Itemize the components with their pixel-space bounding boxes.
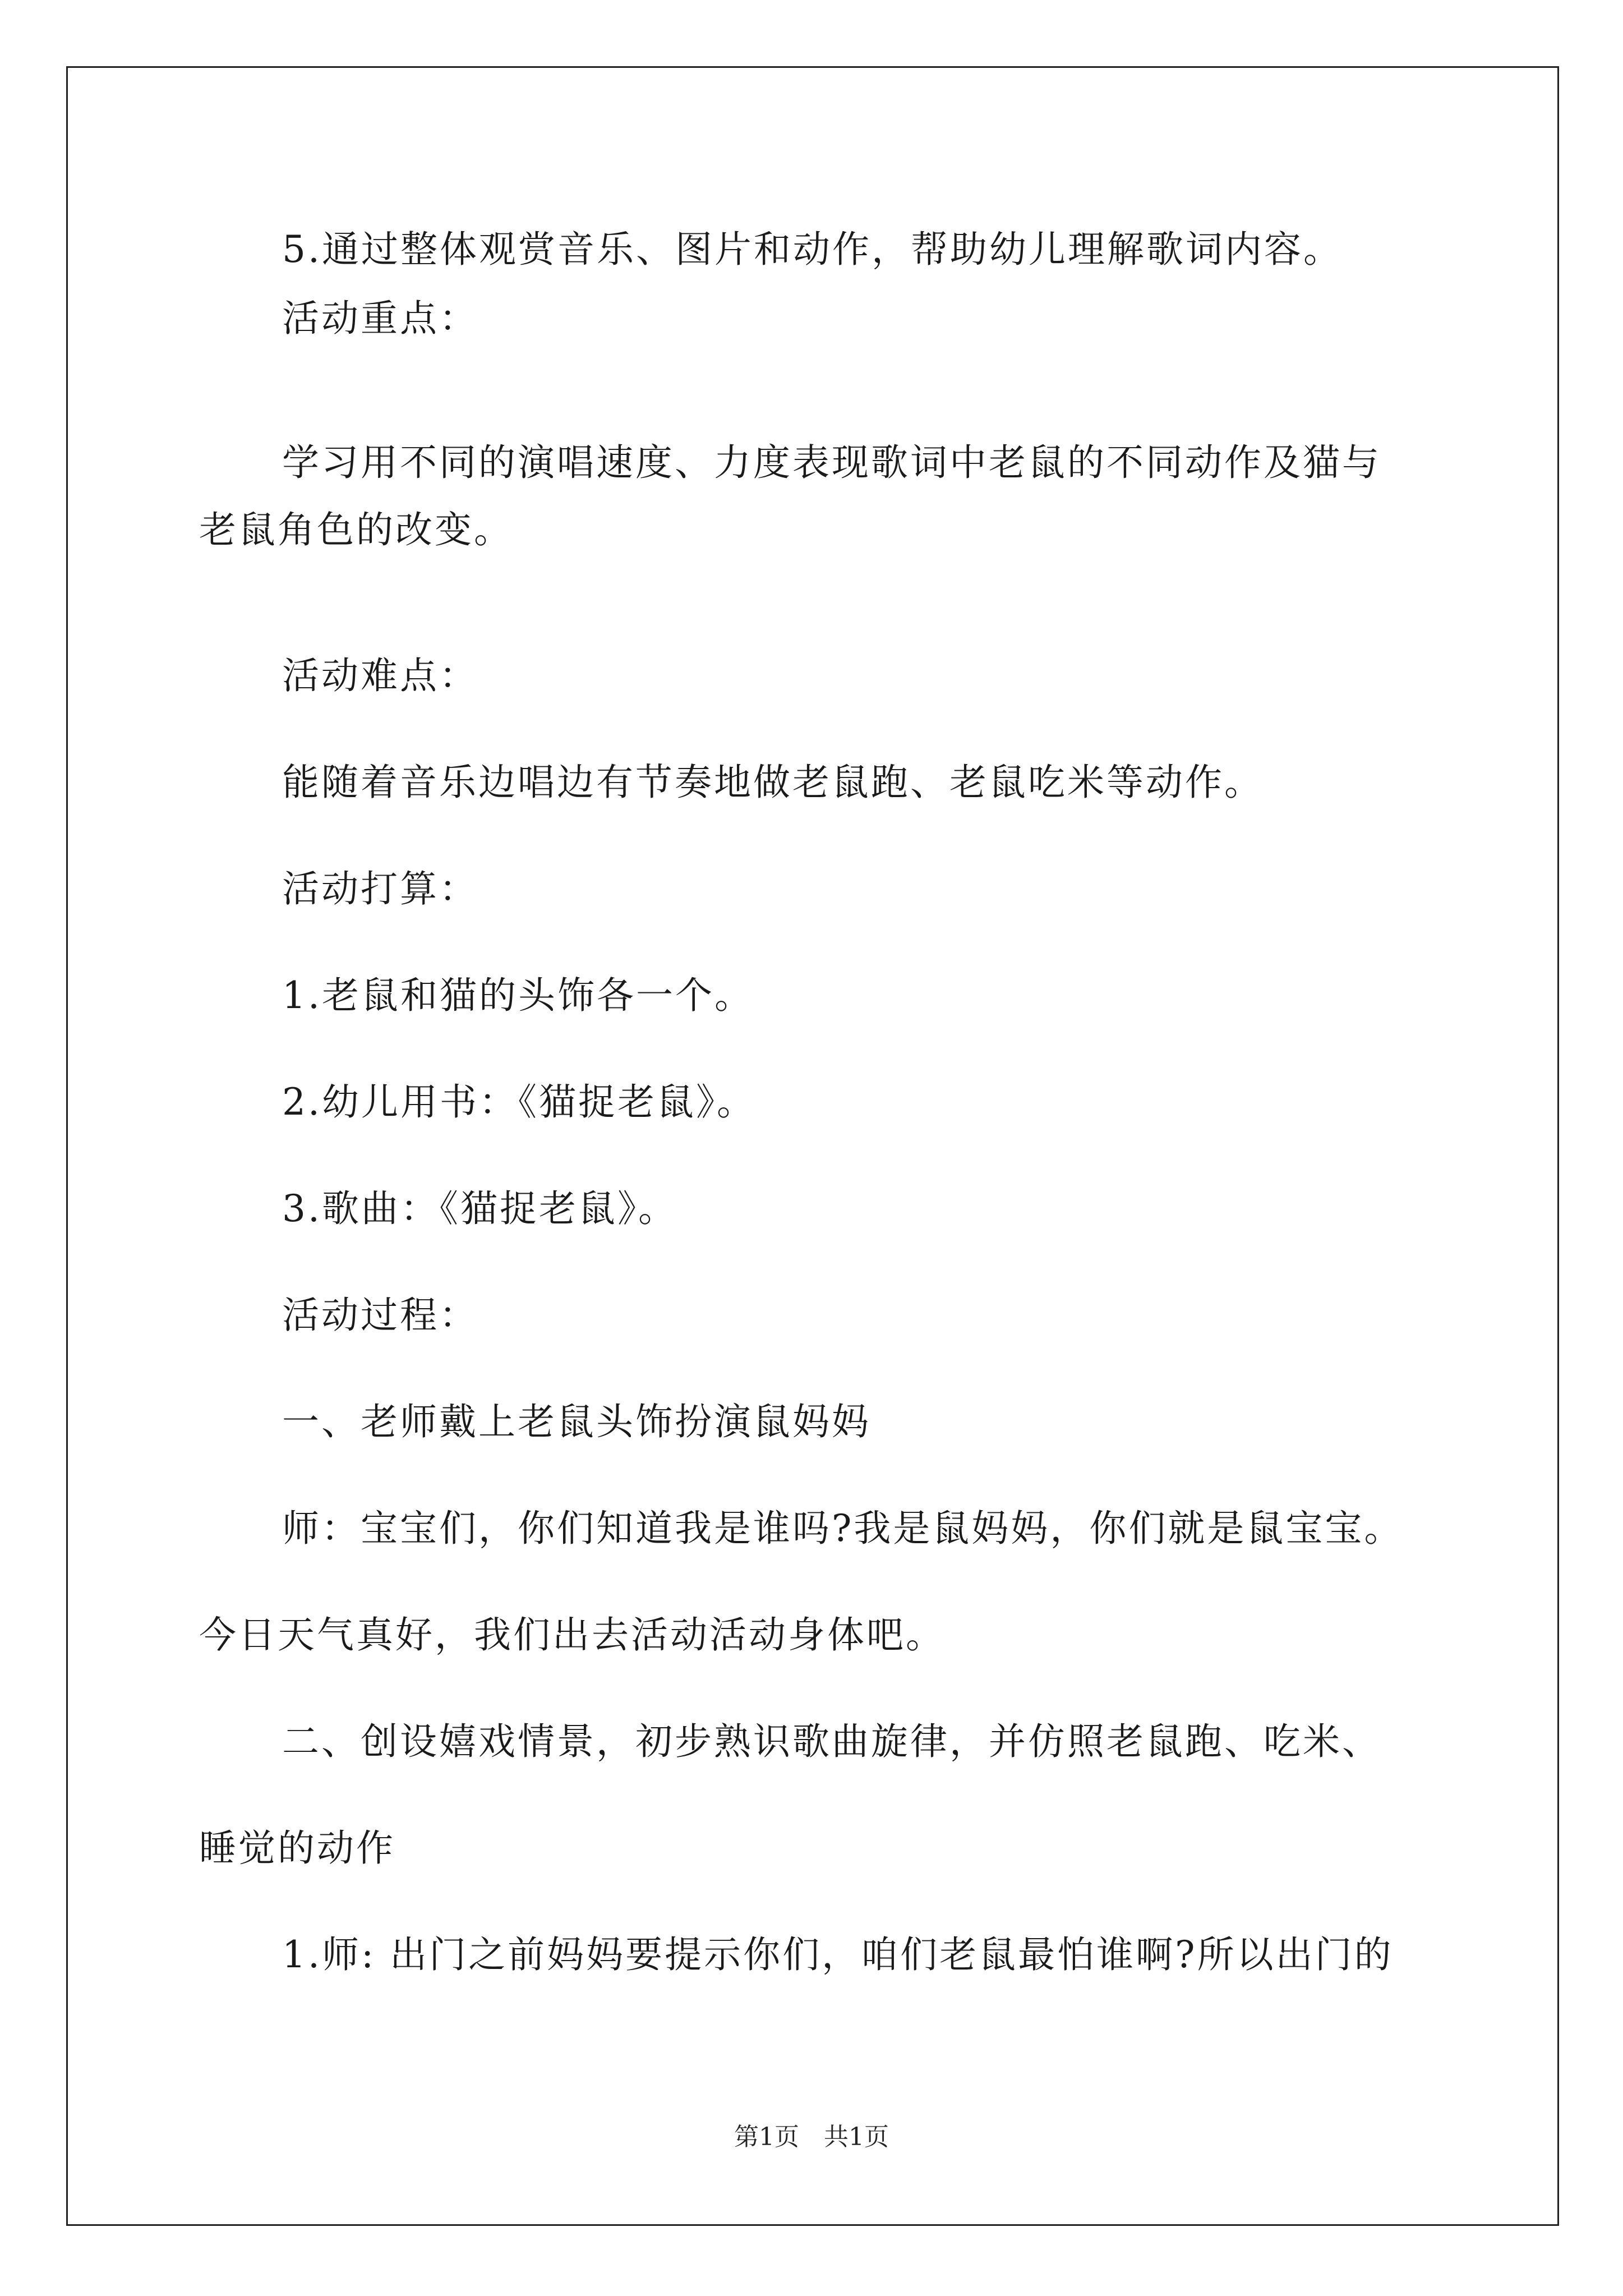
paragraph-line: 一、老师戴上老鼠头饰扮演鼠妈妈 <box>282 1400 871 1443</box>
paragraph-line: 学习用不同的演唱速度、力度表现歌词中老鼠的不同动作及猫与 <box>282 441 1381 484</box>
paragraph-line: 5.通过整体观赏音乐、图片和动作，帮助幼儿理解歌词内容。 <box>282 228 1343 271</box>
list-item: 1.老鼠和猫的头饰各一个。 <box>282 974 754 1017</box>
paragraph-line: 1.师: 出门之前妈妈要提示你们，咱们老鼠最怕谁啊?所以出门的 <box>282 1933 1394 1976</box>
paragraph-line: 能随着音乐边唱边有节奏地做老鼠跑、老鼠吃米等动作。 <box>282 761 1264 804</box>
paragraph-line: 睡觉的动作 <box>199 1826 395 1870</box>
paragraph-line: 二、创设嬉戏情景，初步熟识歌曲旋律，并仿照老鼠跑、吃米、 <box>282 1720 1381 1763</box>
section-heading-focus: 活动重点： <box>282 297 478 340</box>
list-item: 3.歌曲：《猫捉老鼠》。 <box>282 1187 677 1230</box>
list-item: 2.幼儿用书：《猫捉老鼠》。 <box>282 1080 756 1124</box>
paragraph-line: 今日天气真好，我们出去活动活动身体吧。 <box>199 1613 945 1657</box>
page-border <box>66 66 1559 2226</box>
section-heading-preparation: 活动打算： <box>282 867 478 910</box>
section-heading-difficulty: 活动难点： <box>282 654 478 697</box>
page-number: 第1页 共1页 <box>734 2123 889 2151</box>
paragraph-line: 老鼠角色的改变。 <box>199 508 513 551</box>
paragraph-line: 师：宝宝们，你们知道我是谁吗?我是鼠妈妈，你们就是鼠宝宝。 <box>282 1507 1404 1550</box>
section-heading-process: 活动过程： <box>282 1294 478 1337</box>
